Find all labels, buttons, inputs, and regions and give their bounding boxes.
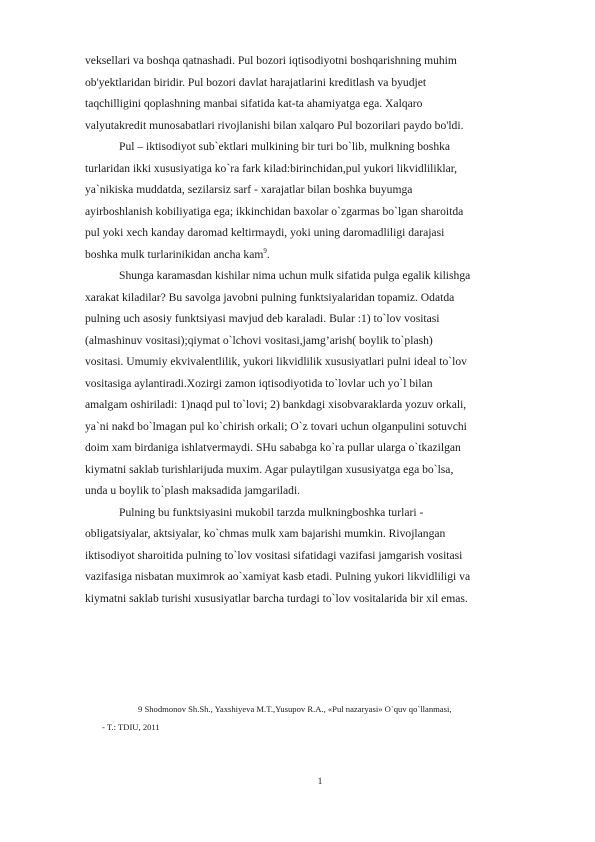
text-line: ayirboshlanish kobiliyatiga ega; ikkinchidan baxolar o`zgarmas bo`lgan sharoitda bbox=[85, 204, 464, 218]
text-line: taqchilligini qoplashning manbai sifatida kat-ta ahamiyatga ega. Xalqaro bbox=[85, 97, 423, 110]
text-line: pulning uch asosiy funktsiyasi mavjud deb karaladi. Bular :1) to`lov vositasi bbox=[85, 312, 440, 325]
text-line: ya`nikiska muddatda, sezilarsiz sarf - xarajatlar bilan boshka buyumga bbox=[85, 183, 413, 196]
body-text bbox=[85, 50, 565, 609]
text-line: turlaridan ikki xususiyatiga ko`ra fark kilad:birinchidan,pul yukori likvidliliklar, bbox=[85, 161, 458, 175]
text-line: Pulning bu funktsiyasini mukobil tarzda mulkningboshka turlari - bbox=[119, 505, 424, 519]
text-line: Pul – iktisodiyot sub`ektlari mulkining bir turi bo`lib, mulkning boshka bbox=[119, 140, 451, 153]
text-line: doim xam birdaniga ishlatvermaydi. SHu sababga ko`ra pullar ularga o`tkazilgan bbox=[85, 441, 461, 454]
text-line-content: boshka mulk turlarinikidan ancha kam bbox=[85, 247, 264, 261]
footnote-line: - T.: TDIU, 2011 bbox=[102, 722, 160, 732]
text-line: kiymatni saklab turishi xususiyatlar barcha turdagi to`lov vositalarida bir xil emas. bbox=[85, 591, 468, 605]
text-line: boshka mulk turlarinikidan ancha kam$^9$. bbox=[85, 246, 270, 261]
footnote-reference[interactable]: 9 bbox=[263, 246, 267, 255]
page-number: 1 bbox=[317, 777, 323, 787]
text-line: vositasi. Umumiy ekvivalentlilik, yukori likvidlilik xususiyatlari pulni ideal to`lov bbox=[85, 355, 467, 368]
text-line: pul yoki xech kanday daromad keltirmaydi, yoki uning daromadliligi darajasi bbox=[85, 226, 445, 239]
text-line: (almashinuv vositasi);qiymat o`lchovi vositasi,jamg’arish( boylik to`plash) bbox=[85, 333, 433, 347]
footnote-line: 9 Shodmonov Sh.Sh., Yaxshiyeva M.T.,Yusupov R.A., «Pul nazaryasi» O`quv qo`llanmasi, bbox=[138, 704, 452, 714]
text-line: veksellari va boshqa qatnashadi. Pul bozori iqtisodiyotni boshqarishning muhim bbox=[85, 54, 457, 67]
text-line: unda u boylik to`plash maksadida jamgariladi. bbox=[85, 484, 301, 497]
text-line: ob'yektlaridan biridir. Pul bozori davlat harajatlarini kreditlash va byudjet bbox=[85, 75, 427, 89]
text-line: kiymatni saklab turishlarijuda muxim. Agar pulaytilgan xususiyatga ega bo`lsa, bbox=[85, 462, 454, 476]
text-line: vazifasiga nisbatan muximrok ao`xamiyat kasb etadi. Pulning yukori likvidliligi va bbox=[85, 570, 471, 583]
text-line: iktisodiyot sharoitida pulning to`lov vositasi sifatidagi vazifasi jamgarish vositasi bbox=[85, 548, 463, 562]
footnote bbox=[102, 700, 562, 736]
text-line: vositasiga aylantiradi.Xozirgi zamon iqtisodiyotida to`lovlar uch yo`l bilan bbox=[85, 376, 433, 390]
text-line: Shunga karamasdan kishilar nima uchun mulk sifatida pulga egalik kilishga bbox=[119, 269, 471, 282]
text-line: amalgam oshiriladi: 1)naqd pul to`lovi; 2) bankdagi xisobvaraklarda yozuv orkali, bbox=[85, 398, 467, 411]
text-line: obligatsiyalar, aktsiyalar, ko`chmas mulk xam bajarishi mumkin. Rivojlangan bbox=[85, 527, 446, 540]
text-line: xarakat kiladilar? Bu savolga javobni pulning funktsiyalaridan topamiz. Odatda bbox=[85, 290, 455, 304]
text-line: valyutakredit munosabatlari rivojlanishi bilan xalqaro Pul bozorilari paydo bo'ldi. bbox=[85, 118, 464, 132]
text-line: ya`ni nakd bo`lmagan pul ko`chirish orkali; O`z tovari uchun olganpulini sotuvchi bbox=[85, 419, 467, 433]
